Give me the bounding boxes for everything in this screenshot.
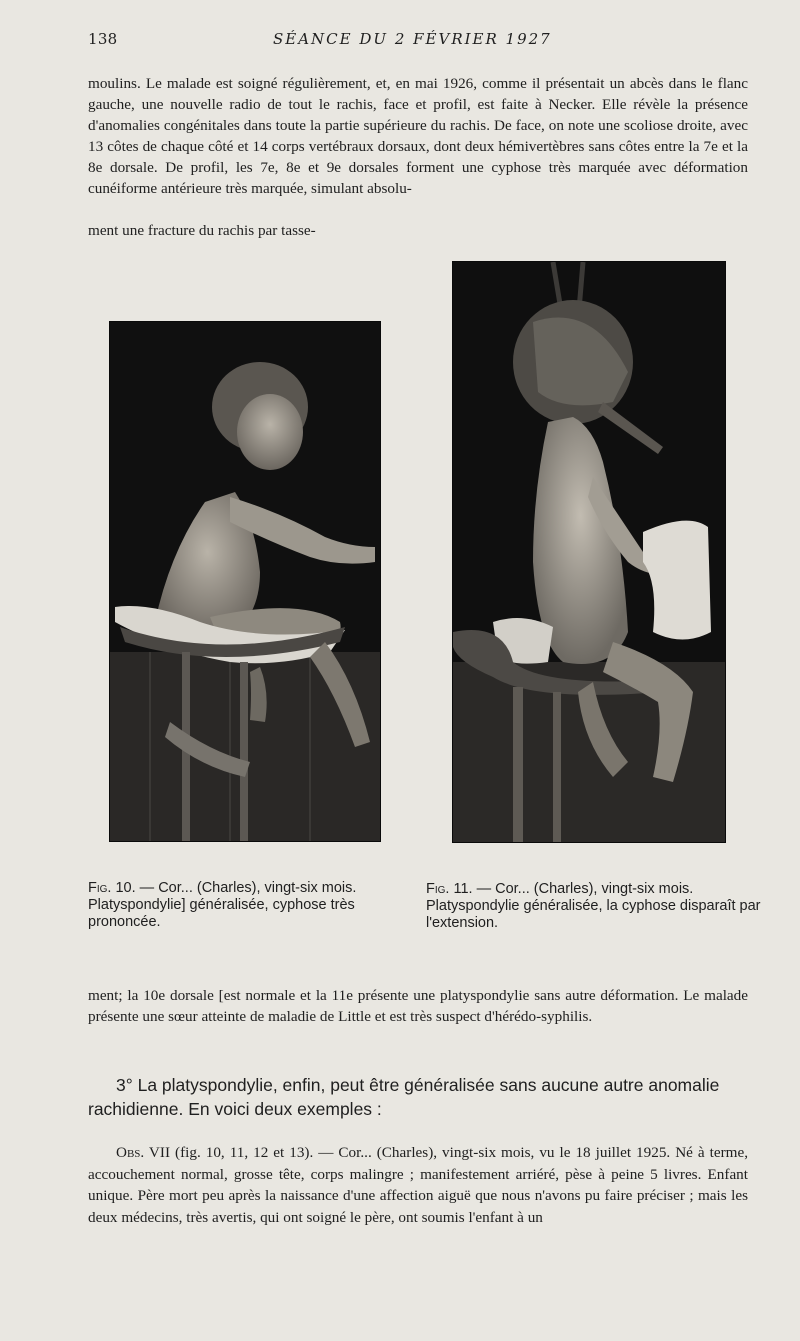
figure-11-caption (426, 881, 766, 932)
observation-text: (fig. 10, 11, 12 et 13). — Cor... (Charles), vingt-six mois, vu le 18 juillet 1925. Né à terme, accouchement normal, grosse tête, corps malingre ; manifestement arriéré, pèse à peine 5 livres. Enfant unique. Père mort peu après la naissance d'une affection aiguë que nous n'avons pu faire préciser ; mais les deux médecins, très avertis, qui ont soigné le père, ont soumis l'enfant à un (88, 1144, 749, 1226)
page-number: 138 (88, 30, 118, 48)
figure-10-photo (109, 321, 381, 842)
observation-paragraph (88, 1142, 748, 1228)
intro-paragraph-tail: ment une fracture du rachis par tasse- (88, 222, 316, 239)
figure-11-photo (452, 261, 726, 843)
section-heading-text: 3° La platyspondylie, enfin, peut être généralisée sans aucune autre anomalie rachidienne. En voici deux exemples : (88, 1075, 720, 1119)
observation-label: Obs. VII (116, 1144, 171, 1161)
figure-11-illustration (453, 262, 725, 842)
figure-10-label: Fig. 10. (88, 880, 136, 896)
figure-10-caption (88, 880, 408, 931)
running-title: SÉANCE DU 2 FÉVRIER 1927 (273, 30, 552, 48)
section-heading (88, 1073, 748, 1121)
figure-11-caption-text: — Cor... (Charles), vingt-six mois. Platyspondylie généralisée, la cyphose disparaît par l'extension. (426, 881, 761, 931)
figure-10-illustration (110, 322, 380, 841)
figure-11-label: Fig. 11. (426, 881, 473, 897)
page-header (88, 30, 748, 50)
continuation-paragraph: ment; la 10e dorsale [est normale et la 11e présente une platyspondylie sans autre déformation. Le malade présente une sœur atteinte de maladie de Little et est très suspect d'hérédo-syphilis. (88, 987, 748, 1025)
intro-paragraph: moulins. Le malade est soigné régulièrement, et, en mai 1926, comme il présentait un abcès dans le flanc gauche, une nouvelle radio de tout le rachis, face et profil, est faite à Necker. Elle révèle la présence d'anomalies congénitales dans toute la partie supérieure du rachis. De face, on note une scoliose droite, avec 13 côtes de chaque côté et 14 corps vertébraux dorsaux, dont deux hémivertèbres sans côtes entre la 7e et la 8e dorsale. De profil, les 7e, 8e et 9e dorsales forment une cyphose très marquée avec déformation cunéiforme antérieure très marquée, simulant absolu- (88, 75, 748, 197)
figure-10-caption-text: — Cor... (Charles), vingt-six mois. Platyspondylie] généralisée, cyphose très prononcée. (88, 880, 357, 930)
